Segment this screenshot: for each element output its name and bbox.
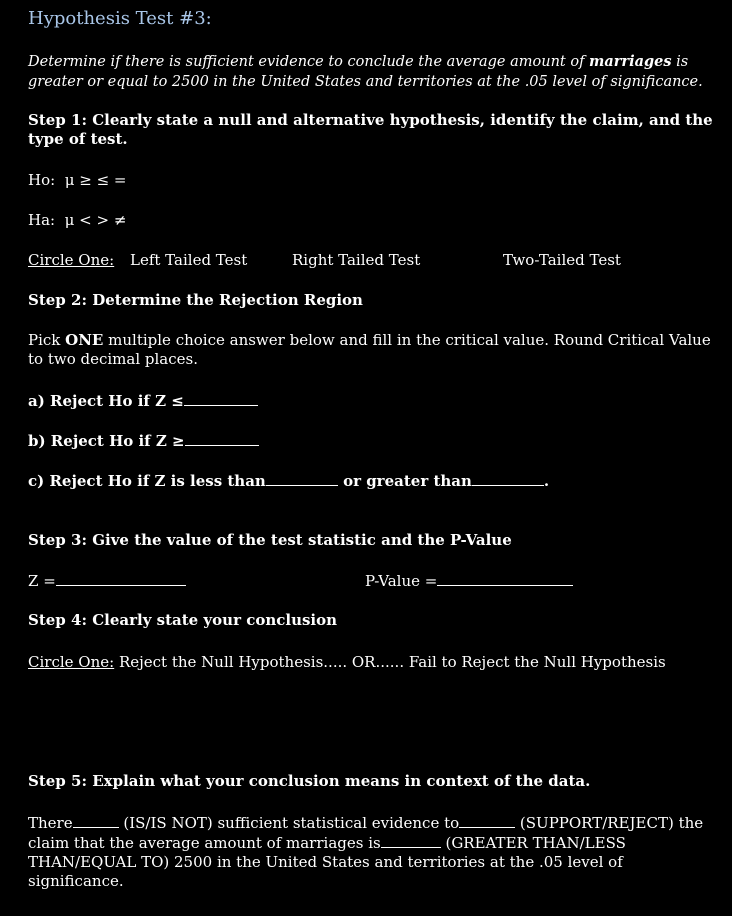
step3-heading: Step 3: Give the value of the test statistic and the P-Value bbox=[28, 531, 512, 549]
step4-conclusion-row bbox=[28, 653, 666, 671]
step5-heading: Step 5: Explain what your conclusion means in context of the data. bbox=[28, 772, 591, 790]
p-value-blank[interactable] bbox=[437, 571, 573, 586]
problem-statement bbox=[28, 52, 718, 92]
step2-heading: Step 2: Determine the Rejection Region bbox=[28, 291, 363, 309]
pick-post: multiple choice answer below and fill in the critical value. Round Critical Value to two decimal places. bbox=[28, 331, 711, 368]
page-title: Hypothesis Test #3: bbox=[28, 8, 212, 29]
option-c-blank-2[interactable] bbox=[472, 471, 544, 486]
step2-instructions bbox=[28, 331, 718, 369]
pick-pre: Pick bbox=[28, 331, 66, 349]
step5-explanation bbox=[28, 813, 708, 891]
comparison-blank[interactable] bbox=[381, 833, 441, 848]
step5-text-3: (SUPPORT/REJECT) the claim that the average amount of marriages is bbox=[28, 814, 704, 852]
two-tailed-option[interactable]: Two-Tailed Test bbox=[503, 251, 621, 269]
step5-text-2: (IS/IS NOT) sufficient statistical evidence to bbox=[118, 814, 460, 832]
option-c-label: c) Reject Ho if Z is less than bbox=[28, 472, 266, 490]
pick-one: ONE bbox=[65, 331, 104, 349]
intro-bold-word: marriages bbox=[589, 53, 672, 70]
option-c[interactable] bbox=[28, 471, 549, 490]
step1-circle-one-label: Circle One: bbox=[28, 251, 115, 269]
option-b-blank[interactable] bbox=[185, 431, 259, 446]
option-a-blank[interactable] bbox=[184, 391, 258, 406]
option-a-label: a) Reject Ho if Z ≤ bbox=[28, 392, 184, 410]
option-a[interactable] bbox=[28, 391, 258, 410]
p-value-label: P-Value = bbox=[365, 572, 438, 590]
left-tailed-option[interactable]: Left Tailed Test bbox=[130, 251, 248, 269]
support-reject-blank[interactable] bbox=[459, 813, 515, 828]
z-row bbox=[28, 571, 186, 590]
option-c-blank-1[interactable] bbox=[266, 471, 338, 486]
option-c-end: . bbox=[543, 472, 550, 490]
option-b[interactable] bbox=[28, 431, 259, 450]
ha-symbols[interactable]: μ < > ≠ bbox=[64, 211, 127, 229]
is-is-not-blank[interactable] bbox=[73, 813, 119, 828]
ha-row bbox=[28, 211, 126, 229]
step4-heading: Step 4: Clearly state your conclusion bbox=[28, 611, 338, 629]
z-label: Z = bbox=[28, 572, 56, 590]
p-value-row bbox=[365, 571, 573, 590]
option-c-mid: or greater than bbox=[337, 472, 472, 490]
step1-heading: Step 1: Clearly state a null and alternative hypothesis, identify the claim, and the type of test. bbox=[28, 111, 713, 148]
z-value-blank[interactable] bbox=[56, 571, 186, 586]
step4-circle-one-label: Circle One: bbox=[28, 653, 115, 671]
right-tailed-option[interactable]: Right Tailed Test bbox=[292, 251, 421, 269]
step5-text-4: (GREATER THAN/LESS THAN/EQUAL TO) 2500 in the United States and territories at the .05 level of significance. bbox=[28, 834, 626, 890]
ho-row bbox=[28, 171, 126, 189]
ha-label: Ha: bbox=[28, 211, 56, 229]
intro-part2: is greater or equal to 2500 in the United States and territories at the .05 level of significance. bbox=[28, 54, 703, 90]
option-b-label: b) Reject Ho if Z ≥ bbox=[28, 432, 185, 450]
ho-label: Ho: bbox=[28, 171, 56, 189]
step5-text-1: There bbox=[28, 814, 73, 832]
conclusion-options[interactable]: Reject the Null Hypothesis..... OR...... Fail to Reject the Null Hypothesis bbox=[114, 653, 666, 671]
intro-part1: Determine if there is sufficient evidence to conclude the average amount of bbox=[28, 54, 590, 70]
ho-symbols[interactable]: μ ≥ ≤ = bbox=[64, 171, 127, 189]
